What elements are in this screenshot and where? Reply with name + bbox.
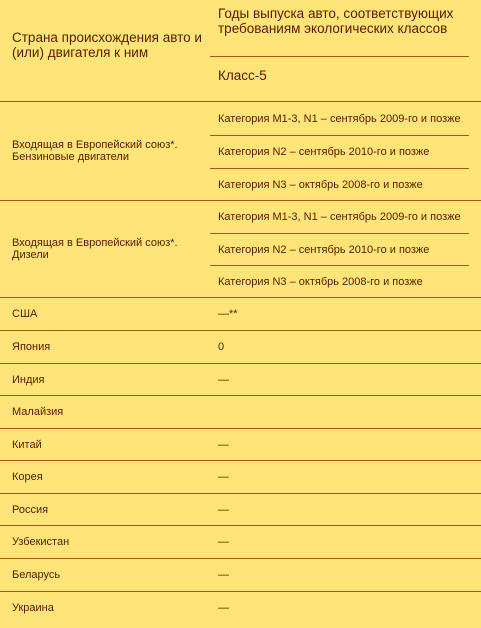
value-cell: —	[218, 438, 229, 451]
category-cell: Категория N2 – сентябрь 2010-го и позже	[218, 146, 430, 158]
country-cell: США	[12, 308, 38, 320]
value-cell: —	[218, 373, 229, 386]
category-cell: Категория N2 – сентябрь 2010-го и позже	[218, 243, 430, 256]
country-cell: Корея	[12, 471, 43, 483]
country-cell: Индия	[12, 373, 45, 386]
value-cell: —**	[218, 308, 238, 320]
value-cell: —	[218, 471, 229, 483]
country-cell: Япония	[12, 341, 51, 353]
header-divider	[210, 56, 469, 57]
country-cell: Узбекистан	[12, 536, 70, 548]
country-cell: Украина	[12, 602, 54, 614]
value-cell: —	[218, 503, 229, 516]
group-label-diesel: Входящая в Европейский союз*. Дизели	[12, 237, 178, 261]
value-cell: 0	[218, 341, 225, 353]
category-cell: Категория N3 – октябрь 2008-го и позже	[218, 275, 423, 288]
category-cell: Категория N3 – октябрь 2008-го и позже	[218, 178, 423, 191]
value-cell	[218, 396, 418, 428]
country-cell: Россия	[12, 503, 49, 516]
value-cell: —	[218, 569, 229, 581]
class-5-label: Класс-5	[218, 67, 267, 83]
header-production-years: Годы выпуска авто, соответствующих требованиям экологических классов	[218, 6, 454, 36]
country-cell: Беларусь	[12, 569, 61, 581]
group-label-petrol: Входящая в Европейский союз*. Бензиновые двигатели	[12, 139, 178, 163]
value-cell: —	[218, 536, 229, 548]
category-cell: Категория M1-3, N1 – сентябрь 2009-го и позже	[218, 112, 461, 125]
value-cell: —	[218, 602, 229, 614]
header-country-origin: Страна происхождения авто и (или) двигателя к ним	[12, 30, 202, 60]
country-cell: Китай	[12, 438, 42, 451]
category-cell: Категория M1-3, N1 – сентябрь 2009-го и позже	[218, 211, 461, 223]
country-cell: Малайзия	[12, 406, 64, 418]
